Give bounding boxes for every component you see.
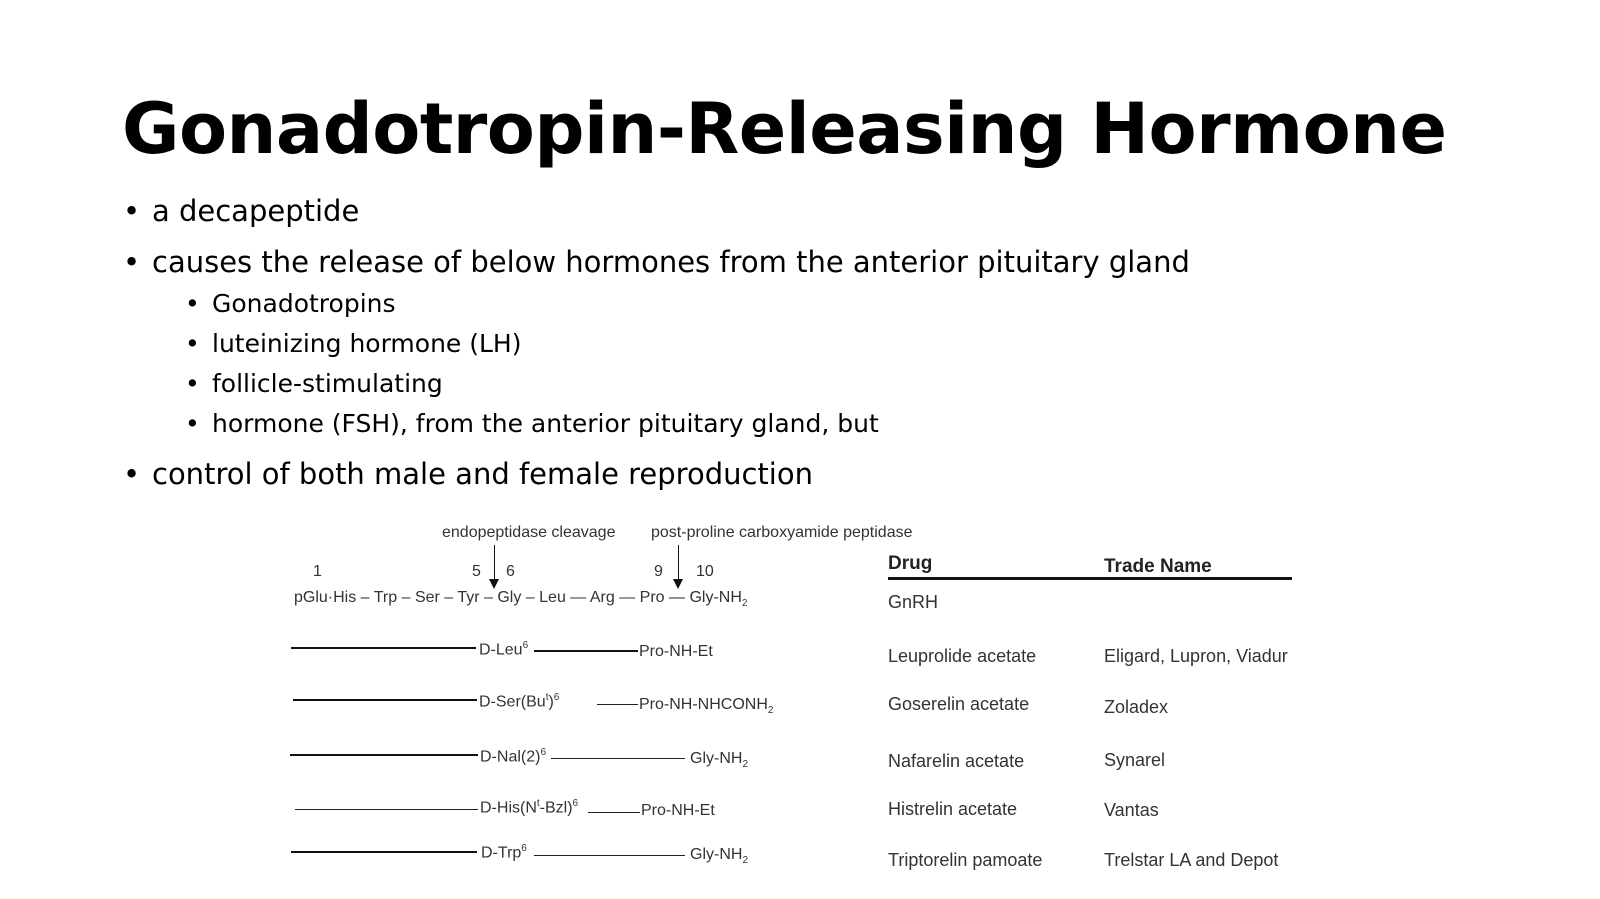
position-number: 6 xyxy=(506,563,515,580)
sequence-line xyxy=(534,650,638,652)
drug-name: Nafarelin acetate xyxy=(888,751,1025,771)
position-number: 1 xyxy=(313,563,322,580)
trade-name: Synarel xyxy=(1104,750,1166,770)
residue: Tyr xyxy=(457,589,480,606)
drug-column-header: Drug xyxy=(888,553,933,574)
sequence-line xyxy=(290,754,478,756)
sub-bullet-text: luteinizing hormone (LH) xyxy=(212,329,522,358)
residue: His xyxy=(333,589,357,606)
residue: Leu xyxy=(539,589,566,606)
analog-terminus: Pro-$NH-NHCONH_2$ xyxy=(639,696,774,717)
analog-modification: $D-Nal(2)^6$ xyxy=(480,747,547,766)
sequence-line xyxy=(295,809,478,810)
sequence-line xyxy=(534,855,685,856)
analog-modification: $D-His(N^t-Bzl)^6$ xyxy=(480,798,579,817)
subscript: 2 xyxy=(741,598,748,610)
trade-name: Zoladex xyxy=(1104,697,1169,717)
analog-terminus: Gly-$NH_2$ xyxy=(690,750,748,771)
position-number: 9 xyxy=(654,563,663,580)
position-number: 10 xyxy=(696,563,714,580)
peptide-sequence: pGlu·His – Trp – Ser – Tyr – Gly – Leu — Arg — Pro — Gly-$NH_2$ xyxy=(294,589,748,610)
bullet-dot: • xyxy=(185,289,200,318)
drug-name: Goserelin acetate xyxy=(888,694,1030,714)
analog-terminus: Pro-NH-Et xyxy=(641,802,715,819)
drug-name: Triptorelin pamoate xyxy=(888,850,1043,870)
sub-bullet-text: hormone (FSH), from the anterior pituitary gland, but xyxy=(212,409,879,438)
residue: pGlu xyxy=(294,589,328,606)
residue: Trp xyxy=(373,589,398,606)
residue: Pro xyxy=(639,589,665,606)
sequence-line xyxy=(588,812,640,813)
sequence-line xyxy=(551,758,685,759)
analog-terminus: Pro-NH-Et xyxy=(639,643,713,660)
bullet-text: a decapeptide xyxy=(152,194,360,228)
bullet-dot: • xyxy=(123,194,141,228)
drug-name: Histrelin acetate xyxy=(888,799,1018,819)
bullet-text: causes the release of below hormones from the anterior pituitary gland xyxy=(152,245,1190,279)
trade-name: Vantas xyxy=(1104,800,1159,820)
analog-modification: $D-Ser(Bu^t)^6$ xyxy=(479,692,560,711)
sub-bullet-text: follicle-stimulating xyxy=(212,369,443,398)
residue: Ser xyxy=(414,589,440,606)
drug-name: Leuprolide acetate xyxy=(888,646,1037,666)
sequence-line xyxy=(293,699,477,701)
analog-modification: D-Trp$^6$ xyxy=(481,843,527,862)
residue: Gly xyxy=(497,589,522,606)
cleavage-arrow-icon xyxy=(678,545,679,587)
slide-title: Gonadotropin-Releasing Hormone xyxy=(122,88,1447,170)
bullet-dot: • xyxy=(123,245,141,279)
residue: Gly-NH xyxy=(689,589,742,606)
drug-name: GnRH xyxy=(888,592,939,612)
analog-modification: D-Leu$^6$ xyxy=(479,640,529,659)
position-number: 5 xyxy=(472,563,481,580)
trade-name: Eligard, Lupron, Viadur xyxy=(1104,646,1288,666)
bullet-dot: • xyxy=(185,409,200,438)
sequence-line xyxy=(597,704,638,705)
bullet-dot: • xyxy=(185,369,200,398)
residue: Arg xyxy=(589,589,615,606)
post-proline-label: post-proline carboxyamide peptidase xyxy=(651,524,913,541)
trade-name: Trelstar LA and Depot xyxy=(1104,850,1279,870)
bullet-dot: • xyxy=(123,457,141,491)
analog-terminus: Gly-$NH_2$ xyxy=(690,846,748,867)
sub-bullet-text: Gonadotropins xyxy=(212,289,396,318)
bullet-text: control of both male and female reproduction xyxy=(152,457,813,491)
sequence-line xyxy=(291,647,476,649)
sequence-line xyxy=(291,851,477,853)
cleavage-arrow-icon xyxy=(494,545,495,587)
table-header-rule xyxy=(888,577,1292,580)
trade-name-column-header: Trade Name xyxy=(1104,556,1212,577)
endopeptidase-label: endopeptidase cleavage xyxy=(442,524,616,541)
bullet-dot: • xyxy=(185,329,200,358)
